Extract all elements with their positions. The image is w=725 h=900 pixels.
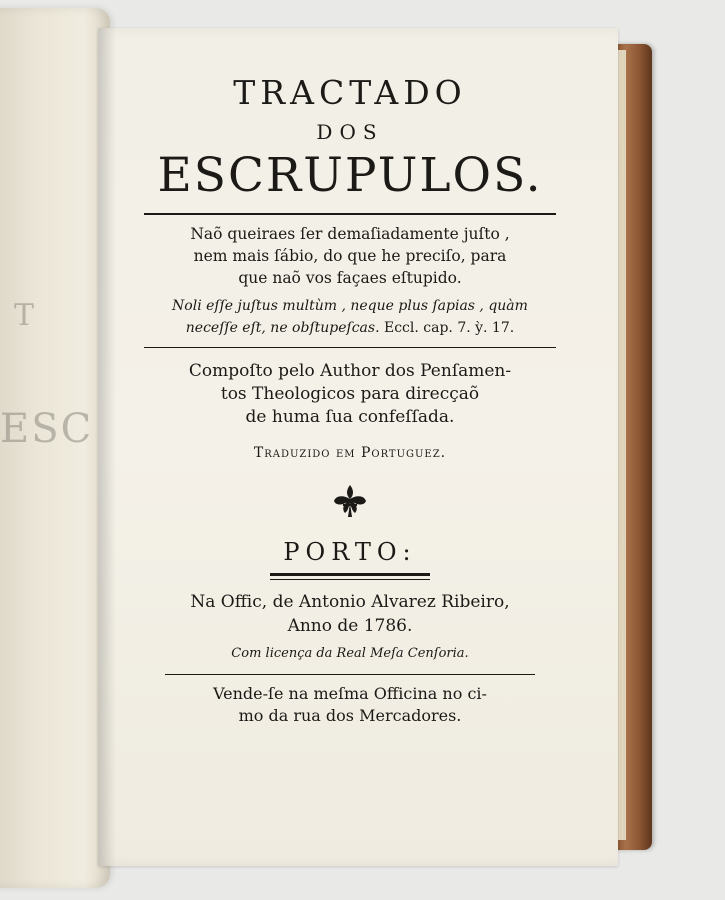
printer-line: Anno de 1786.: [287, 616, 413, 636]
sales-line: mo da rua dos Mercadores.: [238, 706, 462, 725]
left-page-ghost-word: ESC: [0, 406, 94, 452]
section-rule: [144, 347, 556, 348]
left-page-ghost-letter: T: [14, 298, 35, 333]
title-line-3: ESCRUPULOS.: [157, 148, 543, 203]
sales-line: Vende-ſe na meſma Officina no ci-: [213, 684, 487, 703]
title-line-2: DOS: [316, 120, 384, 144]
licence-line: Com licença da Real Meſa Cenſoria.: [231, 646, 469, 661]
porto-rule-thick: [270, 573, 430, 576]
left-page: [0, 8, 110, 888]
latin-reference: Eccl. cap. 7. ỳ. 17.: [383, 320, 515, 336]
latin-quote: [140, 295, 560, 339]
printer-info: [140, 590, 560, 638]
ornament: [140, 483, 560, 523]
porto-rule-thin: [270, 579, 430, 580]
title-line-1: TRACTADO: [233, 73, 467, 112]
gutter-shadow: [98, 28, 116, 866]
licence-rule: [165, 674, 535, 675]
author-line: tos Theologicos para direcçaõ: [220, 384, 480, 404]
title-rule: [144, 213, 556, 215]
latin-line: neceſſe eſt, ne obſtupeſcas.: [185, 320, 380, 336]
epigraph: [140, 223, 560, 289]
epigraph-line: Naõ queiraes ſer demaſiadamente juſto ,: [190, 225, 510, 243]
author-statement: [140, 360, 560, 429]
epigraph-line: que naõ vos façaes eſtupido.: [238, 269, 462, 287]
author-line: de huma ſua confeſſada.: [245, 407, 455, 427]
fleuron-icon: [330, 483, 370, 519]
sales-note: [140, 683, 560, 727]
translation-note: Traduzido em Portuguez.: [253, 445, 447, 461]
author-line: Compoſto pelo Author dos Penſamen-: [188, 361, 512, 381]
latin-line: Noli eſſe juſtus multùm , neque plus ſapias , quàm: [172, 298, 528, 314]
epigraph-line: nem mais ſábio, do que he preciſo, para: [193, 247, 507, 265]
place-of-printing: PORTO:: [283, 538, 417, 566]
printer-line: Na Offic, de Antonio Alvarez Ribeiro,: [190, 592, 510, 612]
title-page: [140, 68, 560, 727]
latin-line-2: [146, 317, 554, 339]
